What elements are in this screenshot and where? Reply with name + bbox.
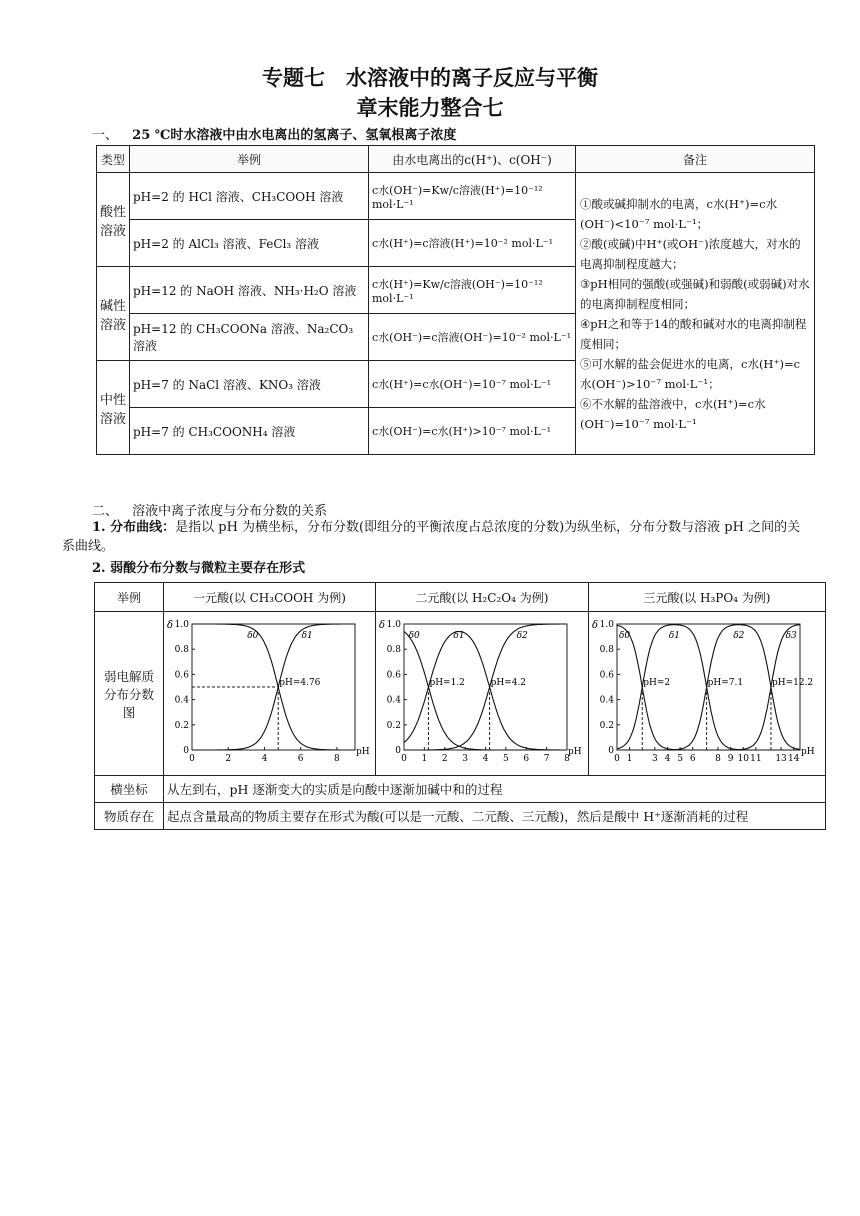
- page-subtitle: 章末能力整合七: [356, 96, 504, 120]
- formula-cell: c水(H⁺)=Kw/c溶液(OH⁻)=10⁻¹² mol·L⁻¹: [369, 267, 576, 314]
- section2-title: 溶液中离子浓度与分布分数的关系: [132, 504, 328, 519]
- notes-cell: [576, 173, 815, 455]
- table1-header: 备注: [576, 146, 815, 173]
- y-tick-label: 0.8: [174, 645, 189, 656]
- x-axis-label: pH: [356, 747, 369, 757]
- example-cell: pH=12 的 CH₃COONa 溶液、Na₂CO₃ 溶液: [130, 314, 369, 361]
- row-label-xaxis: 横坐标: [95, 776, 164, 803]
- y-tick-label: 0.8: [386, 645, 401, 656]
- x-tick-label: 9: [727, 754, 734, 764]
- x-tick-label: 4: [664, 754, 671, 764]
- note-item: ④pH之和等于14的酸和碱对水的电离抑制程度相同；: [580, 316, 807, 351]
- y-tick-label: 0: [183, 746, 189, 756]
- series-label: δ0: [247, 631, 259, 641]
- x-tick-label: 3: [462, 754, 468, 764]
- formula-cell: c水(OH⁻)=Kw/c溶液(H⁺)=10⁻¹² mol·L⁻¹: [369, 173, 576, 220]
- x-tick-label: 0: [189, 754, 195, 764]
- series-label: δ2: [516, 631, 528, 641]
- row-text-xaxis: 从左到右，pH 逐渐变大的实质是向酸中逐渐加碱中和的过程: [164, 776, 826, 803]
- x-tick-label: 8: [334, 754, 340, 764]
- table2-header: 举例: [95, 583, 164, 612]
- x-tick-label: 3: [651, 754, 658, 764]
- section2-num: 二、: [92, 504, 119, 519]
- table1-header: 类型: [97, 146, 130, 173]
- ion-concentration-table: [96, 145, 815, 455]
- x-tick-label: 2: [441, 754, 448, 764]
- section1-heading: [92, 124, 456, 143]
- x-tick-label: 1: [421, 754, 428, 764]
- y-axis-label: δ: [379, 620, 386, 631]
- x-tick-label: 11: [750, 754, 762, 764]
- section1-title: 25 ℃时水溶液中由水电离出的氢离子、氢氧根离子浓度: [132, 128, 457, 143]
- x-tick-label: 10: [737, 754, 749, 764]
- paragraph-1: [62, 518, 802, 556]
- pka-annotation: pH=7.1: [707, 678, 744, 688]
- series-label: δ1: [301, 631, 313, 641]
- paragraph-2: 2. 弱酸分布分数与微粒主要存在形式: [92, 561, 306, 576]
- note-item: ⑥不水解的盐溶液中，c水(H⁺)=c水(OH⁻)=10⁻⁷ mol·L⁻¹: [580, 396, 766, 431]
- formula-cell: c水(OH⁻)=c溶液(OH⁻)=10⁻² mol·L⁻¹: [369, 314, 576, 361]
- x-tick-label: 8: [564, 754, 570, 764]
- type-cell-base: 碱性溶液: [97, 267, 130, 361]
- pka-annotation: pH=2: [643, 678, 671, 688]
- y-tick-label: 1.0: [599, 620, 614, 630]
- chart-cell-mono: [164, 612, 376, 776]
- chart-cell-di: [376, 612, 589, 776]
- x-tick-label: 6: [297, 754, 304, 764]
- series-label: δ2: [733, 631, 745, 641]
- y-tick-label: 0.2: [599, 720, 614, 731]
- example-cell: pH=2 的 HCl 溶液、CH₃COOH 溶液: [130, 173, 369, 220]
- chart-monoprotic: [164, 612, 369, 772]
- example-cell: pH=12 的 NaOH 溶液、NH₃·H₂O 溶液: [130, 267, 369, 314]
- pka-annotation: pH=4.76: [279, 678, 321, 688]
- y-tick-label: 0.2: [174, 720, 189, 731]
- x-tick-label: 0: [614, 754, 620, 764]
- pka-annotation: pH=12.2: [771, 678, 814, 688]
- y-tick-label: 1.0: [174, 620, 189, 630]
- section2-heading: [92, 500, 327, 519]
- chart-diprotic: [376, 612, 581, 772]
- y-tick-label: 0.8: [599, 645, 614, 656]
- note-item: ⑤可水解的盐会促进水的电离，c水(H⁺)=c水(OH⁻)>10⁻⁷ mol·L⁻¹；: [580, 356, 801, 391]
- y-axis-label: δ: [167, 620, 174, 631]
- series-label: δ3: [785, 631, 797, 641]
- type-cell-acid: 酸性溶液: [97, 173, 130, 267]
- row-label-chart: 弱电解质分布分数图: [95, 612, 164, 776]
- x-axis-label: pH: [801, 747, 814, 757]
- x-tick-label: 13: [775, 754, 787, 764]
- formula-cell: c水(H⁺)=c水(OH⁻)=10⁻⁷ mol·L⁻¹: [369, 361, 576, 408]
- table2-header: 一元酸(以 CH₃COOH 为例): [164, 583, 376, 612]
- series-label: δ1: [453, 631, 465, 641]
- note-item: ①酸或碱抑制水的电离，c水(H⁺)=c水(OH⁻)<10⁻⁷ mol·L⁻¹；: [580, 196, 778, 231]
- row-text-species: 起点含量最高的物质主要存在形式为酸(可以是一元酸、二元酸、三元酸)，然后是酸中 H⁺逐渐消耗的过程: [164, 803, 826, 830]
- x-tick-label: 5: [677, 754, 683, 764]
- table1-header: 由水电离出的c(H⁺)、c(OH⁻): [369, 146, 576, 173]
- formula-cell: c水(H⁺)=c溶液(H⁺)=10⁻² mol·L⁻¹: [369, 220, 576, 267]
- y-tick-label: 0.4: [174, 695, 189, 706]
- series-label: δ0: [618, 631, 631, 641]
- x-tick-label: 1: [626, 754, 633, 764]
- formula-cell: c水(OH⁻)=c水(H⁺)>10⁻⁷ mol·L⁻¹: [369, 408, 576, 455]
- p1-text: 是指以 pH 为横坐标，分布分数(即组分的平衡浓度占总浓度的分数)为纵坐标，分布分数与溶液 pH 之间的关系曲线。: [62, 520, 801, 554]
- page-title: 专题七 水溶液中的离子反应与平衡: [262, 66, 598, 90]
- y-tick-label: 0.6: [386, 670, 401, 681]
- example-cell: pH=7 的 CH₃COONH₄ 溶液: [130, 408, 369, 455]
- series-label: δ1: [668, 631, 681, 641]
- table2-header: 三元酸(以 H₃PO₄ 为例): [589, 583, 826, 612]
- x-tick-label: 6: [523, 754, 530, 764]
- distribution-table: [94, 582, 826, 830]
- chart-cell-tri: [589, 612, 826, 776]
- note-item: ②酸(或碱)中H⁺(或OH⁻)浓度越大，对水的电离抑制程度越大；: [580, 236, 801, 271]
- example-cell: pH=7 的 NaCl 溶液、KNO₃ 溶液: [130, 361, 369, 408]
- x-axis-label: pH: [568, 747, 581, 757]
- x-tick-label: 8: [715, 754, 721, 764]
- x-tick-label: 6: [689, 754, 696, 764]
- chart-triprotic: [589, 612, 814, 772]
- x-tick-label: 4: [261, 754, 268, 764]
- x-tick-label: 4: [482, 754, 489, 764]
- x-tick-label: 2: [225, 754, 232, 764]
- example-cell: pH=2 的 AlCl₃ 溶液、FeCl₃ 溶液: [130, 220, 369, 267]
- y-tick-label: 0.6: [174, 670, 189, 681]
- row-label-species: 物质存在: [95, 803, 164, 830]
- x-tick-label: 7: [543, 754, 550, 764]
- y-tick-label: 0: [608, 746, 614, 756]
- y-tick-label: 0.2: [386, 720, 401, 731]
- y-tick-label: 0.6: [599, 670, 614, 681]
- series-label: δ0: [408, 631, 420, 641]
- y-tick-label: 0.4: [599, 695, 614, 706]
- section1-num: 一、: [92, 128, 119, 143]
- pka-annotation: pH=1.2: [429, 678, 465, 688]
- table1-header: 举例: [130, 146, 369, 173]
- note-item: ③pH相同的强酸(或强碱)和弱酸(或弱碱)对水的电离抑制程度相同；: [580, 276, 810, 311]
- y-tick-label: 1.0: [386, 620, 401, 630]
- x-tick-label: 5: [503, 754, 509, 764]
- y-tick-label: 0: [395, 746, 401, 756]
- x-tick-label: 0: [401, 754, 407, 764]
- table2-header: 二元酸(以 H₂C₂O₄ 为例): [376, 583, 589, 612]
- pka-annotation: pH=4.2: [490, 678, 527, 688]
- type-cell-neutral: 中性溶液: [97, 361, 130, 455]
- y-axis-label: δ: [592, 620, 599, 631]
- x-tick-label: 14: [787, 754, 800, 764]
- y-tick-label: 0.4: [386, 695, 401, 706]
- p1-label: 1. 分布曲线：: [92, 520, 176, 535]
